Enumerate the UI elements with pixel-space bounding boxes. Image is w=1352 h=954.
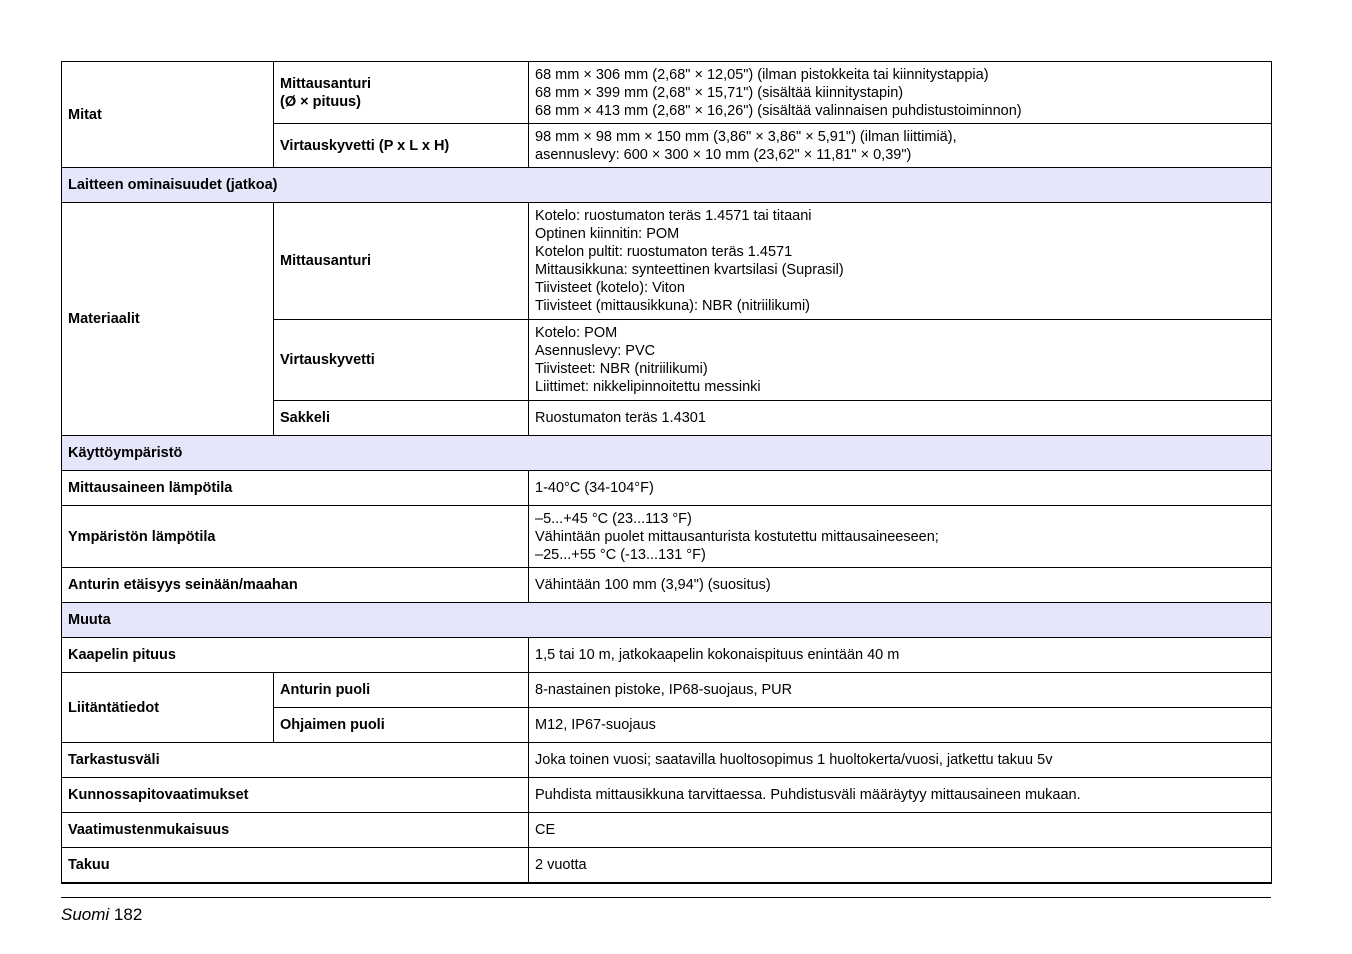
- table-row: [62, 848, 1272, 884]
- value-line: 68 mm × 399 mm (2,68" × 15,71") (sisältää kiinnitystapin): [535, 84, 904, 101]
- inspection-interval-value: Joka toinen vuosi; saatavilla huoltosopimus 1 huoltokerta/vuosi, jatkettu takuu 5v: [529, 743, 1272, 778]
- compliance-label: Vaatimustenmukaisuus: [62, 813, 529, 848]
- flow-cell-dimensions-value: [529, 124, 1272, 168]
- value-line: Tiivisteet (mittausikkuna): NBR (nitriilikumi): [535, 298, 811, 314]
- table-row: [62, 778, 1272, 813]
- value-line: Tiivisteet: NBR (nitriilikumi): [535, 361, 708, 377]
- shackle-label: Sakkeli: [274, 401, 529, 436]
- sensor-materials-label: Mittausanturi: [274, 203, 529, 320]
- value-line: Asennuslevy: PVC: [535, 343, 656, 359]
- value-line: Tiivisteet (kotelo): Viton: [535, 280, 685, 296]
- value-line: –5...+45 °C (23...113 °F): [535, 510, 692, 527]
- section-title: Laitteen ominaisuudet (jatkoa): [62, 168, 1272, 203]
- value-line: Optinen kiinnitin: POM: [535, 226, 680, 242]
- value-line: Kotelo: POM: [535, 325, 618, 341]
- value-line: asennuslevy: 600 × 300 × 10 mm (23,62" × 11,81" × 0,39"): [535, 146, 912, 163]
- value-line: Liittimet: nikkelipinnoitettu messinki: [535, 379, 761, 395]
- dimensions-label: Mitat: [62, 62, 274, 168]
- section-header-row: [62, 436, 1272, 471]
- table-row: [62, 62, 1272, 124]
- warranty-value: 2 vuotta: [529, 848, 1272, 884]
- sensor-side-label: Anturin puoli: [274, 673, 529, 708]
- ambient-temperature-label: Ympäristön lämpötila: [62, 506, 529, 568]
- footer-divider: [61, 897, 1271, 898]
- maintenance-label: Kunnossapitovaatimukset: [62, 778, 529, 813]
- value-line: –25...+55 °C (-13...131 °F): [535, 546, 706, 563]
- table-row: [62, 673, 1272, 708]
- materials-label: Materiaalit: [62, 203, 274, 436]
- spec-sheet: [61, 61, 1271, 884]
- value-line: Mittausikkuna: synteettinen kvartsilasi (Suprasil): [535, 262, 844, 278]
- section-title: Muuta: [62, 603, 1272, 638]
- medium-temperature-value: 1-40°C (34-104°F): [529, 471, 1272, 506]
- flow-cell-dimensions-label: Virtauskyvetti (P x L x H): [274, 124, 529, 168]
- value-line: 68 mm × 413 mm (2,68" × 16,26") (sisältää valinnaisen puhdistustoiminnon): [535, 102, 1022, 119]
- section-header-row: [62, 603, 1272, 638]
- table-row: [62, 638, 1272, 673]
- sensor-distance-value: Vähintään 100 mm (3,94") (suositus): [529, 568, 1272, 603]
- cable-length-label: Kaapelin pituus: [62, 638, 529, 673]
- table-row: [62, 813, 1272, 848]
- controller-side-value: M12, IP67-suojaus: [529, 708, 1272, 743]
- value-line: 98 mm × 98 mm × 150 mm (3,86" × 3,86" × 5,91") (ilman liittimiä),: [535, 128, 957, 145]
- table-row: [62, 203, 1272, 320]
- cable-length-value: 1,5 tai 10 m, jatkokaapelin kokonaispituus enintään 40 m: [529, 638, 1272, 673]
- warranty-label: Takuu: [62, 848, 529, 884]
- flow-cell-materials-label: Virtauskyvetti: [274, 320, 529, 401]
- section-title: Käyttöympäristö: [62, 436, 1272, 471]
- footer-language: Suomi: [61, 905, 110, 924]
- sensor-side-value: 8-nastainen pistoke, IP68-suojaus, PUR: [529, 673, 1272, 708]
- ambient-temperature-value: [529, 506, 1272, 568]
- value-line: Kotelo: ruostumaton teräs 1.4571 tai titaani: [535, 208, 812, 224]
- controller-side-label: Ohjaimen puoli: [274, 708, 529, 743]
- sensor-materials-value: [529, 203, 1272, 320]
- sensor-label: Mittausanturi: [280, 75, 372, 92]
- sensor-distance-label: Anturin etäisyys seinään/maahan: [62, 568, 529, 603]
- value-line: 68 mm × 306 mm (2,68" × 12,05") (ilman pistokkeita tai kiinnitystappia): [535, 66, 989, 83]
- shackle-value: Ruostumaton teräs 1.4301: [529, 401, 1272, 436]
- value-line: Vähintään puolet mittausanturista kostutettu mittausaineeseen;: [535, 528, 939, 545]
- table-row: [62, 743, 1272, 778]
- compliance-value: CE: [529, 813, 1272, 848]
- value-line: Kotelon pultit: ruostumaton teräs 1.4571: [535, 244, 793, 260]
- page-number: 182: [113, 905, 143, 924]
- table-row: [62, 568, 1272, 603]
- sensor-dimensions-value: [529, 62, 1272, 124]
- section-header-row: [62, 168, 1272, 203]
- sensor-dimensions-label: [274, 62, 529, 124]
- page-footer: [61, 905, 142, 925]
- medium-temperature-label: Mittausaineen lämpötila: [62, 471, 529, 506]
- inspection-interval-label: Tarkastusväli: [62, 743, 529, 778]
- flow-cell-materials-value: [529, 320, 1272, 401]
- maintenance-value: Puhdista mittausikkuna tarvittaessa. Puhdistusväli määräytyy mittausaineen mukaan.: [529, 778, 1272, 813]
- connection-label: Liitäntätiedot: [62, 673, 274, 743]
- specifications-table: [61, 61, 1272, 884]
- sensor-label-unit: (Ø × pituus): [280, 93, 361, 110]
- table-row: [62, 506, 1272, 568]
- table-row: [62, 471, 1272, 506]
